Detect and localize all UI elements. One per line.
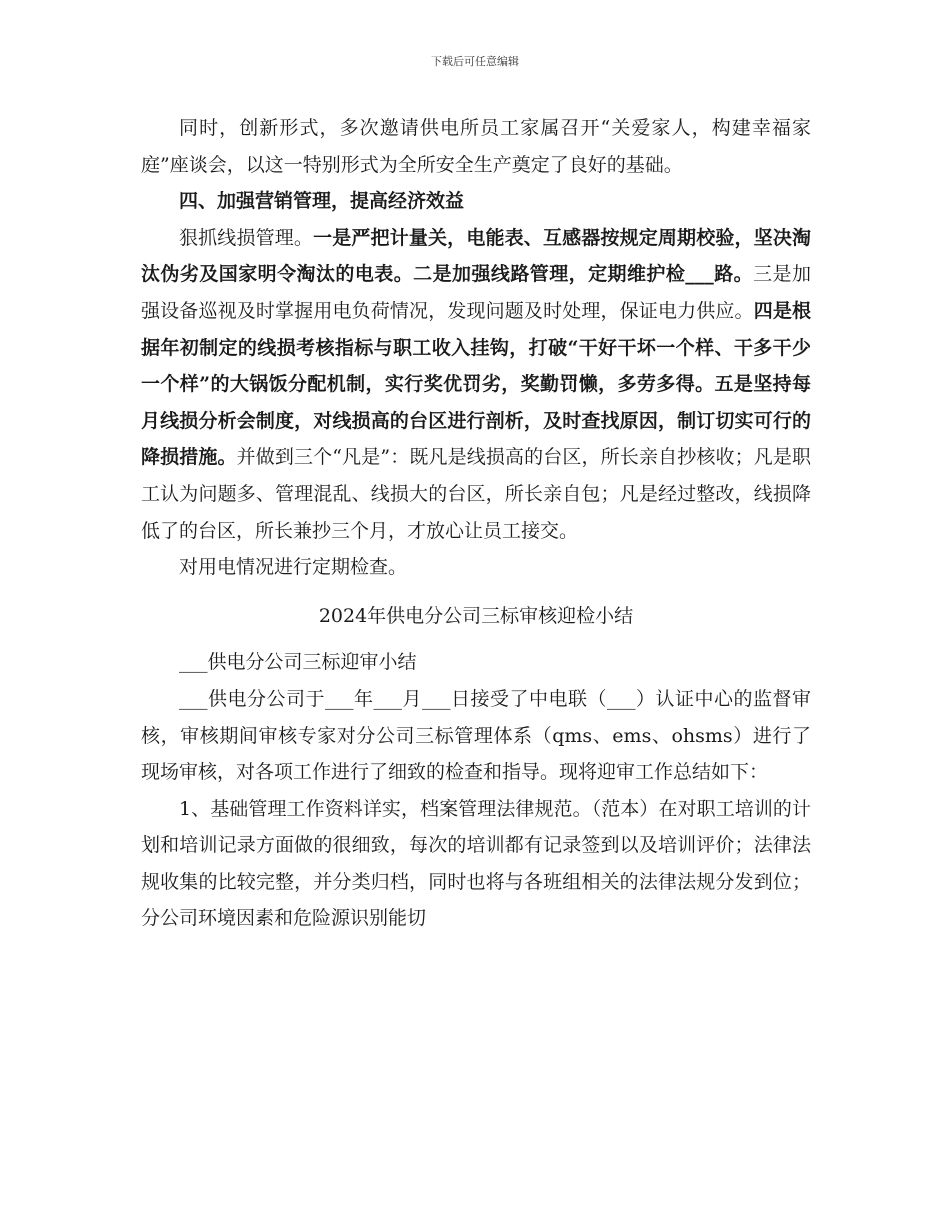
line-loss-points-4-5: 四是根据年初制定的线损考核指标与职工收入挂钩，打破“干好干坏一个样、干多干少一个样”的大锅饭分配机制，实行奖优罚劣，奖勤罚懒，多劳多得。五是坚持每月线损分析会制度，对线损高的台区进行剖析，及时查找原因，制订切实可行的降损措施。 bbox=[141, 299, 811, 469]
line-loss-points-1-2: 一是严把计量关，电能表、互感器按规定周期校验，坚决淘汰伪劣及国家明令淘汰的电表。二是加强线路管理，定期维护检 bbox=[141, 226, 811, 286]
section-heading-marketing: 四、加强营销管理，提高经济效益 bbox=[179, 190, 465, 213]
document-title: 2024年供电分公司三标审核迎检小结 bbox=[318, 604, 634, 627]
paragraph-subtitle: ___供电分公司三标迎审小结 bbox=[179, 651, 417, 674]
paragraph-audit-intro: ___供电分公司于___年___月___日接受了中电联（___）认证中心的监督审核，审核期间审核专家对分公司三标管理体系（qms、ems、ohsms）进行了现场审核，对各项工作进行了细致的检查和指导。现将迎审工作总结如下： bbox=[141, 687, 811, 784]
line-loss-point-3: 三是加强设备巡视及时掌握用电负荷情况，发现问题及时处理，保证电力供应。 bbox=[141, 263, 811, 322]
line-loss-intro: 狠抓线损管理。 bbox=[179, 226, 314, 249]
blank-underscore: ___ bbox=[685, 263, 714, 286]
page-header: 下载后可任意编辑 bbox=[431, 55, 519, 68]
document-body bbox=[141, 110, 811, 937]
paragraph-family-forum: 同时，创新形式，多次邀请供电所员工家属召开“关爱家人，构建幸福家庭”座谈会，以这一特别形式为全所安全生产奠定了良好的基础。 bbox=[141, 117, 811, 176]
paragraph-basic-management: 1、基础管理工作资料详实，档案管理法律规范。（范本）在对职工培训的计划和培训记录方面做的很细致，每次的培训都有记录签到以及培训评价；法律法规收集的比较完整，并分类归档，同时也将与各班组相关的法律法规分发到位；分公司环境因素和危险源识别能切 bbox=[141, 797, 811, 930]
paragraph-regular-inspection: 对用电情况进行定期检查。 bbox=[179, 556, 408, 579]
line-loss-three-rules: 并做到三个“凡是”：既凡是线损高的台区，所长亲自抄核收；凡是职工认为问题多、管理混乱、线损大的台区，所长亲自包；凡是经过整改，线损降低了的台区，所长兼抄三个月，才放心让员工接交。 bbox=[141, 446, 811, 542]
line-loss-point-2-end: 路。 bbox=[713, 263, 754, 286]
paragraph-line-loss bbox=[141, 220, 811, 549]
